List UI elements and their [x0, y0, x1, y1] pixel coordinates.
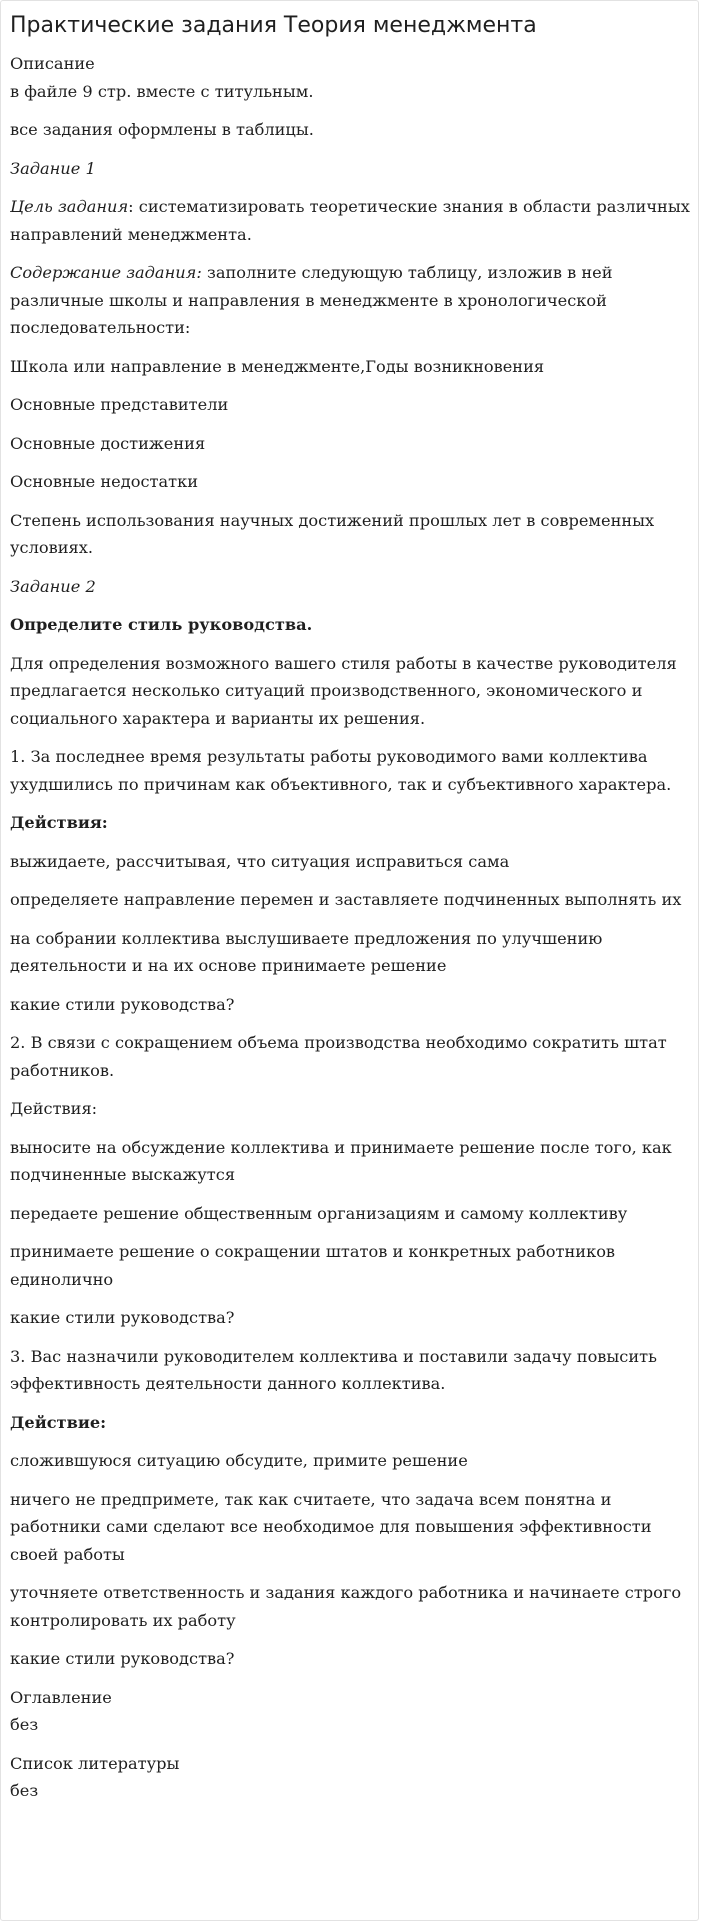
- situation-text: 2. В связи с сокращением объема производства необходимо сократить штат работников.: [10, 1033, 667, 1080]
- references-label: Список литературы: [10, 1753, 180, 1773]
- action-item: определяете направление перемен и заставляете подчиненных выполнять их: [10, 890, 682, 909]
- action-item: на собрании коллектива выслушиваете предложения по улучшению деятельности и на их основе принимаете решение: [10, 928, 603, 975]
- actions-label: Действие:: [10, 1412, 107, 1432]
- action-item: сложившуюся ситуацию обсудите, примите решение: [10, 1451, 468, 1470]
- task2-subheading: Определите стиль руководства.: [10, 615, 313, 634]
- action-item: передаете решение общественным организациям и самому коллективу: [10, 1203, 628, 1223]
- action-item: уточняете ответственность и задания каждого работника и начинаете строго контролировать их работу: [10, 1583, 682, 1630]
- description-label: Описание: [10, 54, 95, 73]
- references-value: без: [10, 1781, 39, 1800]
- action-item: выжидаете, рассчитывая, что ситуация исправиться сама: [10, 851, 510, 871]
- toc-value: без: [10, 1715, 39, 1734]
- situation-question: какие стили руководства?: [10, 1649, 235, 1668]
- table-column-name: Основные достижения: [10, 433, 206, 453]
- task1-goal-text: : систематизировать теоретические знания в области различных направлений менеджмента.: [10, 197, 690, 244]
- task2-intro: Для определения возможного вашего стиля работы в качестве руководителя предлагается несколько ситуаций производственного, экономического и социального характера и варианты их решения.: [10, 653, 677, 728]
- task1-goal-label: Цель задания: [10, 197, 129, 216]
- task1-content-label: Содержание задания:: [10, 263, 202, 282]
- action-item: ничего не предпримете, так как считаете, что задача всем понятна и работники сами сделают все необходимое для повышения эффективности своей работы: [10, 1489, 652, 1564]
- action-item: принимаете решение о сокращении штатов и конкретных работников единолично: [10, 1242, 616, 1289]
- actions-label: Действия:: [10, 1099, 98, 1118]
- table-column-name: Основные представители: [10, 395, 229, 414]
- table-column-name: Степень использования научных достижений прошлых лет в современных условиях.: [10, 510, 655, 557]
- task2-heading: Задание 2: [10, 576, 96, 596]
- table-column-name: Основные недостатки: [10, 472, 198, 491]
- situation-text: 3. Вас назначили руководителем коллектива и поставили задачу повысить эффективность деятельности данного коллектива.: [10, 1346, 657, 1393]
- situation-text: 1. За последнее время результаты работы руководимого вами коллектива ухудшились по причинам как объективного, так и субъективного характера.: [10, 747, 672, 794]
- description-line: все задания оформлены в таблицы.: [10, 120, 314, 139]
- table-column-name: Школа или направление в менеджменте,Годы возникновения: [10, 356, 545, 376]
- description-block: [10, 50, 690, 105]
- actions-label: Действия:: [10, 813, 108, 832]
- situation-question: какие стили руководства?: [10, 994, 235, 1014]
- page-title: Практические задания Теория менеджмента: [10, 13, 537, 38]
- situation-question: какие стили руководства?: [10, 1308, 235, 1327]
- toc-block: [10, 1684, 690, 1739]
- task1-heading: Задание 1: [10, 158, 96, 178]
- description-line: в файле 9 стр. вместе с титульным.: [10, 81, 314, 101]
- task1-goal: [10, 193, 690, 248]
- action-item: выносите на обсуждение коллектива и принимаете решение после того, как подчиненные выскажутся: [10, 1137, 672, 1184]
- toc-label: Оглавление: [10, 1687, 112, 1707]
- task1-content-text: заполните следующую таблицу, изложив в ней различные школы и направления в менеджменте в хронологической последовательности:: [10, 263, 613, 337]
- task1-content: [10, 259, 690, 342]
- references-block: [10, 1750, 690, 1805]
